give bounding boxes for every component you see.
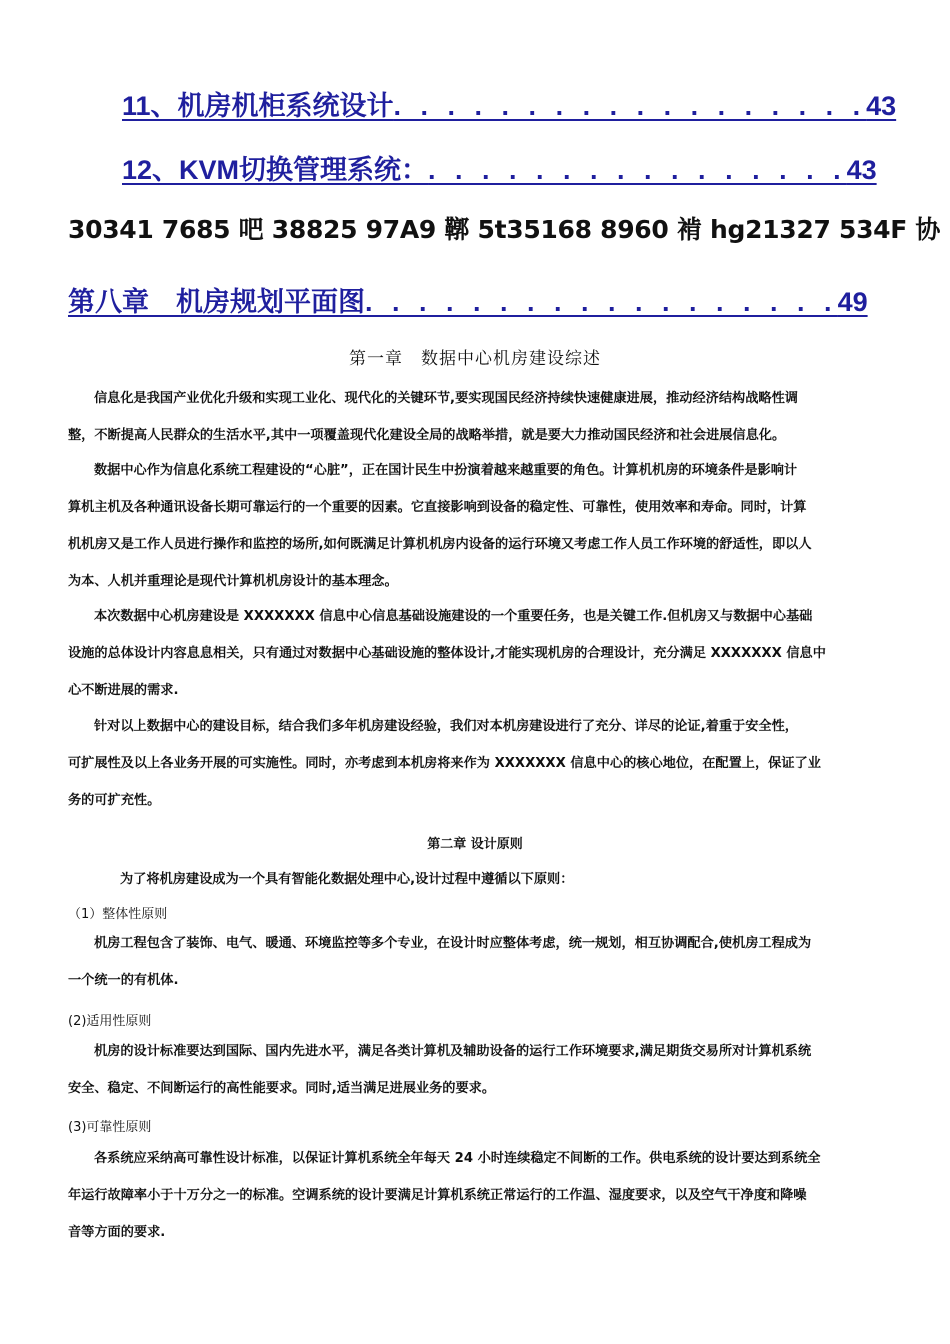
principle-1-paragraph xyxy=(68,925,882,999)
toc-entry-chapter8[interactable] xyxy=(68,280,868,319)
text-line: 一个统一的有机体. xyxy=(68,973,179,988)
text-line: 音等方面的要求. xyxy=(68,1225,166,1240)
toc-entry-kvm-system[interactable] xyxy=(122,148,877,187)
principle-3-paragraph xyxy=(68,1140,882,1251)
text-line: 各系统应采纳高可靠性设计标准，以保证计算机系统全年每天 24 小时连续稳定不间断的工作。供电系统的设计要达到系统全 xyxy=(94,1151,821,1166)
principle-3-label: (3)可靠性原则 xyxy=(68,1120,152,1135)
text-line: 机机房又是工作人员进行操作和监控的场所,如何既满足计算机机房内设备的运行环境又考虑工作人员工作环境的舒适性，即以人 xyxy=(68,537,812,552)
text-line: 信息化是我国产业优化升级和实现工业化、现代化的关键环节,要实现国民经济持续快速健康进展，推动经济结构战略性调 xyxy=(94,391,798,406)
chapter1-heading: 第一章 数据中心机房建设综述 xyxy=(349,349,601,369)
toc-entry-label: 第八章 机房规划平面图 xyxy=(68,287,365,317)
text-line: 务的可扩充性。 xyxy=(68,793,161,808)
toc-leader-dots: . . . . . . . . . . . . . . . . . . xyxy=(393,91,867,121)
toc-page-number: 49 xyxy=(837,287,868,317)
chapter2-heading: 第二章 设计原则 xyxy=(427,837,523,852)
garbled-toc-text: 30341 7685 吧 38825 97A9 鞹 5t35168 8960 褃 hg21327 534F 协 xyxy=(68,215,941,244)
text-line: 机房工程包含了装饰、电气、暖通、环境监控等多个专业，在设计时应整体考虑，统一规划，相互协调配合,使机房工程成为 xyxy=(94,936,812,951)
principle-2-label: (2)适用性原则 xyxy=(68,1014,152,1029)
chapter1-paragraph-1 xyxy=(68,380,882,454)
toc-entry-cabinet-system[interactable] xyxy=(122,84,896,123)
toc-entry-label: 11、机房机柜系统设计 xyxy=(122,91,394,121)
text-line: 可扩展性及以上各业务开展的可实施性。同时，亦考虑到本机房将来作为 XXXXXXX 信息中心的核心地位，在配置上，保证了业 xyxy=(68,756,821,771)
chapter1-paragraph-3 xyxy=(68,598,882,709)
toc-entry-label: 12、KVM切换管理系统： xyxy=(122,155,429,185)
principle-1-label: （1）整体性原则 xyxy=(68,907,168,922)
toc-page-number: 43 xyxy=(866,91,897,121)
chapter1-paragraph-2 xyxy=(68,452,882,600)
text-line: 整，不断提高人民群众的生活水平,其中一项覆盖现代化建设全局的战略举措，就是要大力推动国民经济和社会进展信息化。 xyxy=(68,428,786,443)
text-line: 年运行故障率小于十万分之一的标准。空调系统的设计要满足计算机系统正常运行的工作温、湿度要求，以及空气干净度和降噪 xyxy=(68,1188,807,1203)
text-line: 设施的总体设计内容息息相关，只有通过对数据中心基础设施的整体设计,才能实现机房的合理设计，充分满足 XXXXXXX 信息中 xyxy=(68,646,826,661)
text-line: 为本、人机并重理论是现代计算机机房设计的基本理念。 xyxy=(68,574,398,589)
chapter1-paragraph-4 xyxy=(68,708,882,819)
text-line: 针对以上数据中心的建设目标，结合我们多年机房建设经验，我们对本机房建设进行了充分、详尽的论证,着重于安全性， xyxy=(94,719,798,734)
chapter2-intro: 为了将机房建设成为一个具有智能化数据处理中心,设计过程中遵循以下原则： xyxy=(120,872,574,887)
principle-2-paragraph xyxy=(68,1033,882,1107)
toc-leader-dots: . . . . . . . . . . . . . . . . . . xyxy=(365,287,838,317)
toc-leader-dots: . . . . . . . . . . . . . . . . xyxy=(428,155,847,185)
text-line: 本次数据中心机房建设是 XXXXXXX 信息中心信息基础设施建设的一个重要任务，也是关键工作.但机房又与数据中心基础 xyxy=(94,609,813,624)
text-line: 数据中心作为信息化系统工程建设的“心脏”，正在国计民生中扮演着越来越重要的角色。计算机机房的环境条件是影响计 xyxy=(94,463,798,478)
text-line: 心不断进展的需求. xyxy=(68,683,179,698)
text-line: 机房的设计标准要达到国际、国内先进水平，满足各类计算机及辅助设备的运行工作环境要求,满足期货交易所对计算机系统 xyxy=(94,1044,812,1059)
text-line: 算机主机及各种通讯设备长期可靠运行的一个重要的因素。它直接影响到设备的稳定性、可靠性，使用效率和寿命。同时，计算 xyxy=(68,500,807,515)
toc-page-number: 43 xyxy=(846,155,877,185)
text-line: 安全、稳定、不间断运行的高性能要求。同时,适当满足进展业务的要求。 xyxy=(68,1081,496,1096)
